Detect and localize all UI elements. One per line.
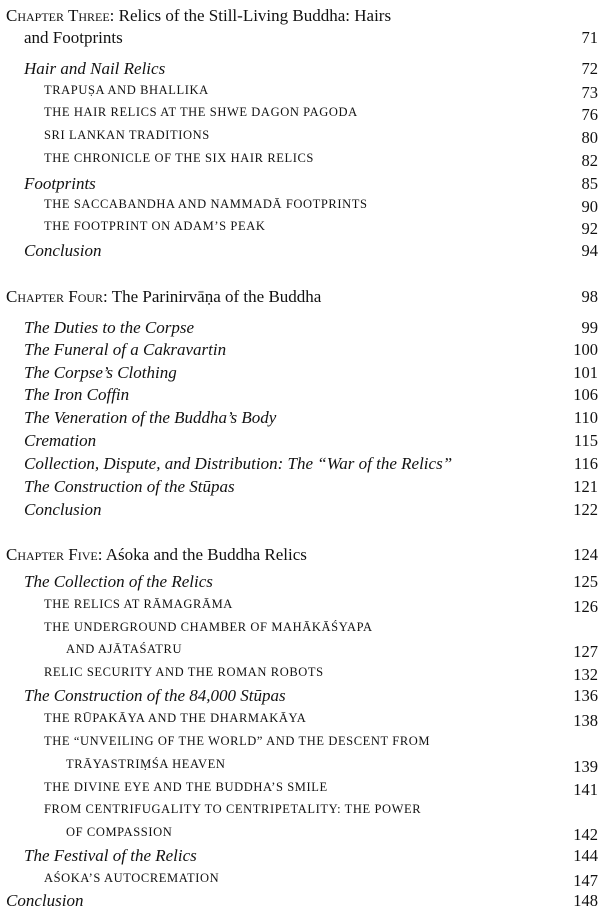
- entry-title: Collection, Dispute, and Distribution: The “War of the Relics”: [24, 454, 453, 473]
- entry-title: The Construction of the 84,000 Stūpas: [24, 686, 286, 705]
- chapter-title: and Footprints: [24, 28, 123, 47]
- entry-title: TRAPUṢA AND BHALLIKA: [44, 83, 209, 97]
- page-number: 94: [581, 241, 598, 260]
- entry-title: FROM CENTRIFUGALITY TO CENTRIPETALITY: THE POWER: [44, 802, 422, 816]
- page-number: 127: [573, 642, 598, 661]
- entry-title: THE SACCABANDHA AND NAMMADĀ FOOTPRINTS: [44, 197, 368, 211]
- entry-title: The Veneration of the Buddha’s Body: [24, 408, 277, 427]
- page-number: 124: [573, 545, 598, 564]
- page-number: 82: [581, 151, 598, 170]
- entry-title: The Construction of the Stūpas: [24, 477, 235, 496]
- entry-title: The Collection of the Relics: [24, 572, 213, 591]
- entry-title: AŚOKA’S AUTOCREMATION: [44, 871, 220, 885]
- page-number: 76: [581, 105, 598, 124]
- page-number: 106: [573, 385, 598, 404]
- page-number: 116: [573, 454, 598, 473]
- entry-title: The Corpse’s Clothing: [24, 363, 177, 382]
- entry-title: TRĀYASTRIṂŚA HEAVEN: [66, 757, 226, 771]
- entry-title: Conclusion: [24, 500, 102, 519]
- page-number: 147: [573, 871, 598, 890]
- entry-title: Cremation: [24, 431, 97, 450]
- page-number: 148: [573, 891, 598, 910]
- entry-title: OF COMPASSION: [66, 825, 173, 839]
- entry-title: The Iron Coffin: [24, 385, 130, 404]
- entry-title: THE FOOTPRINT ON ADAM’S PEAK: [44, 219, 266, 233]
- chapter-label: Chapter Three:: [6, 6, 115, 25]
- page-number: 73: [581, 83, 598, 102]
- entry-title: RELIC SECURITY AND THE ROMAN ROBOTS: [44, 665, 324, 679]
- entry-title: Conclusion: [24, 241, 102, 260]
- entry-title: THE RŪPAKĀYA AND THE DHARMAKĀYA: [44, 711, 307, 725]
- entry-title: Footprints: [24, 174, 96, 193]
- page-number: 141: [573, 780, 598, 799]
- entry-title: The Funeral of a Cakravartin: [24, 340, 227, 359]
- page-number: 72: [581, 59, 598, 78]
- chapter-label: Chapter Four:: [6, 287, 108, 306]
- entry-title: SRI LANKAN TRADITIONS: [44, 128, 210, 142]
- entry-title: THE CHRONICLE OF THE SIX HAIR RELICS: [44, 151, 314, 165]
- page-number: 115: [573, 431, 598, 450]
- entry-title: THE RELICS AT RĀMAGRĀMA: [44, 597, 233, 611]
- page-number: 101: [573, 363, 598, 382]
- page-number: 142: [573, 825, 598, 844]
- entry-title: Hair and Nail Relics: [24, 59, 166, 78]
- page-number: 90: [581, 197, 598, 216]
- entry-title: THE UNDERGROUND CHAMBER OF MAHĀKĀŚYAPA: [44, 620, 373, 634]
- page-number: 139: [573, 757, 598, 776]
- page-number: 121: [573, 477, 598, 496]
- page-number: 122: [573, 500, 598, 519]
- entry-title: AND AJĀTAŚATRU: [66, 642, 183, 656]
- page-number: 98: [581, 287, 598, 306]
- page-number: 92: [581, 219, 598, 238]
- page-number: 100: [573, 340, 598, 359]
- entry-title: THE “UNVEILING OF THE WORLD” AND THE DESCENT FROM: [44, 734, 431, 748]
- page-number: 71: [581, 28, 598, 47]
- entry-title: THE HAIR RELICS AT THE SHWE DAGON PAGODA: [44, 105, 358, 119]
- page-number: 136: [573, 686, 598, 705]
- page-number: 144: [573, 846, 598, 865]
- chapter-title: Relics of the Still-Living Buddha: Hairs: [118, 6, 392, 25]
- entry-title: Conclusion: [6, 891, 84, 910]
- page-number: 80: [581, 128, 598, 147]
- entry-title: THE DIVINE EYE AND THE BUDDHA’S SMILE: [44, 780, 328, 794]
- page-number: 85: [581, 174, 598, 193]
- page-number: 138: [573, 711, 598, 730]
- page-number: 110: [573, 408, 598, 427]
- chapter-title: The Parinirvāṇa of the Buddha: [111, 287, 322, 306]
- entry-title: The Festival of the Relics: [24, 846, 197, 865]
- chapter-label: Chapter Five:: [6, 545, 103, 564]
- page-number: 125: [573, 572, 598, 591]
- page-number: 126: [573, 597, 598, 616]
- chapter-title: Aśoka and the Buddha Relics: [105, 545, 307, 564]
- entry-title: The Duties to the Corpse: [24, 318, 194, 337]
- page-number: 99: [581, 318, 598, 337]
- page-number: 132: [573, 665, 598, 684]
